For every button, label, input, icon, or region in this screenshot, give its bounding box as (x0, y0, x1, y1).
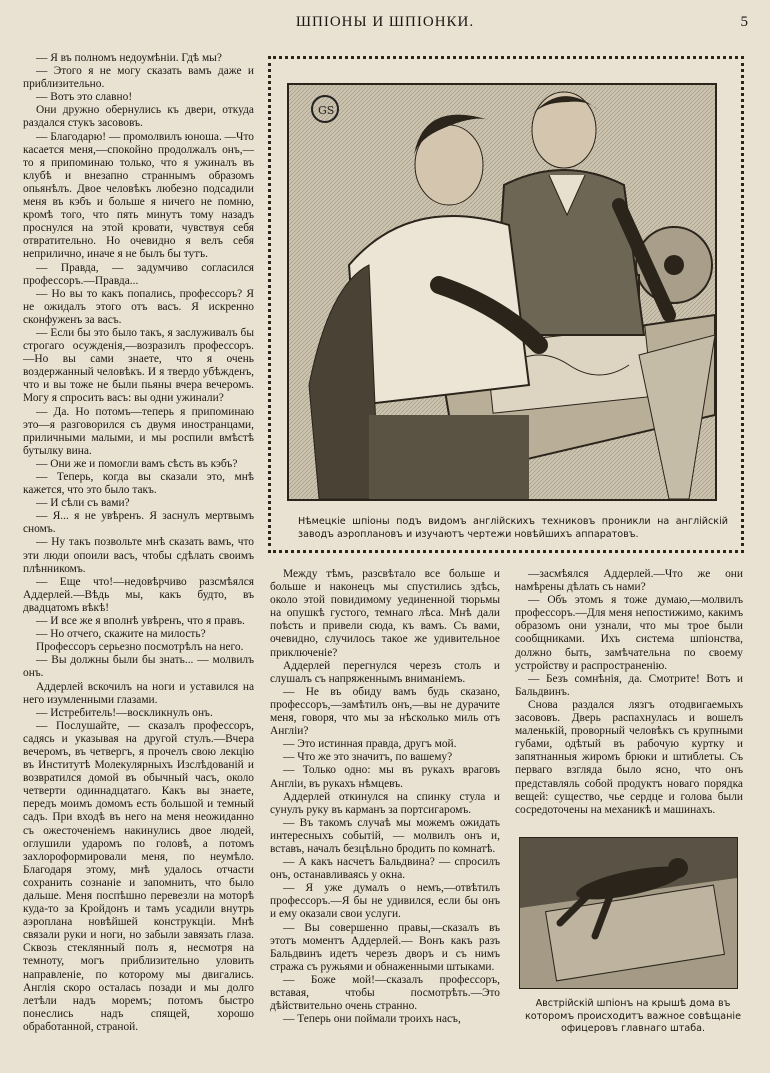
paragraph: — Объ этомъ я тоже думаю,—молвилъ профессоръ.—Для меня непостижимо, какимъ образомъ они узнали, что мы трое были сообщниками. Ихъ система шпіонства, должно быть, замѣчательна по своему устройству и распространенію. (515, 594, 743, 672)
paragraph: Аддерлей откинулся на спинку стула и сунулъ руку въ карманъ за портсигаромъ. (270, 790, 500, 816)
paragraph: — Боже мой!—сказалъ профессоръ, вставая, чтобы посмотрѣть.—Это дѣйствительно очень странно. (270, 973, 500, 1013)
paragraph: — Правда, — задумчиво согласился профессоръ.—Правда... (23, 261, 254, 287)
paragraph: — Теперь они поймали троихъ насъ, (283, 1013, 461, 1026)
paragraph: — Еще что!—недовѣрчиво разсмѣялся Аддерлей.—Вѣдь мы, какъ будто, въ двадцатомъ вѣкѣ! (23, 575, 254, 614)
illustration-engineers (287, 83, 717, 501)
paragraph: — Но отчего, скажите на милость? (36, 628, 206, 641)
paragraph: — Что же это значитъ, по вашему? (283, 751, 453, 764)
illustration-caption: Нѣмецкіе шпіоны подъ видомъ англійскихъ техниковъ проникли на англійскій заводъ аэроплановъ и изучаютъ чертежи новѣйшихъ аппаратовъ. (298, 516, 728, 540)
text-column-left (23, 52, 254, 1034)
paragraph: — Истребитель!—воскликнулъ онъ. (36, 706, 213, 719)
illustration-caption-small: Австрійскій шпіонъ на крышѣ дома въ которомъ происходитъ важное совѣщаніе офицеровъ главнаго штаба. (525, 998, 741, 1034)
paragraph: — Этого я не могу сказать вамъ даже и приблизительно. (23, 65, 254, 91)
paragraph: — Вы должны были бы знать... — молвилъ онъ. (23, 654, 254, 680)
paragraph: — Я въ полномъ недоумѣніи. Гдѣ мы? (36, 52, 222, 64)
paragraph: — Только одно: мы въ рукахъ враговъ Англіи, въ рукахъ нѣмцевъ. (270, 764, 500, 790)
paragraph: — Я... я не увѣренъ. Я заснулъ мертвымъ сномъ. (23, 510, 254, 536)
paragraph: Между тѣмъ, разсвѣтало все больше и больше и наконецъ мы спустились здѣсь, около этой повидимому уединенной тюрьмы на опушкѣ густого, темнаго лѣса. Мнѣ дали поѣсть и привели сюда, къ вамъ. Съ вами, очевидно, случилось такое же удивительное приключеніе? (270, 568, 500, 659)
paragraph: — И все же я вполнѣ увѣренъ, что я правъ. (36, 615, 245, 628)
text-column-right (515, 568, 743, 817)
running-header (0, 14, 770, 38)
svg-text:GS: GS (318, 104, 335, 117)
paragraph: — Въ такомъ случаѣ мы можемъ ожидать интересныхъ событій, — молвилъ онъ и, вставъ, началъ безцѣльно бродить по комнатѣ. (270, 816, 500, 855)
paragraph: — И сѣли съ вами? (36, 497, 130, 510)
paragraph: Профессоръ серьезно посмотрѣлъ на него. (36, 641, 244, 654)
paragraph: Снова раздался лязгъ отодвигаемыхъ засововъ. Дверь распахнулась и вошелъ маленькій, проворный человѣкъ съ крупными губами, одѣтый въ рабочую куртку и запятнанныя жиромъ брюки и штиблеты. Съ перваго взгляда было ясно, что онъ представляль собой продуктъ новаго порядка вещей: существо, чье сердце и голова были сосредоточены на механикѣ и машинахъ. (515, 698, 743, 816)
paragraph: — Если бы это было такъ, я заслуживалъ бы строгаго осужденія,—возразилъ профессоръ.—Но вы сами знаете, что я очень воздержанный человѣкъ. И я твердо убѣжденъ, что и вы тоже не были пьяны вчера вечеромъ. Могу я спросить васъ: вы одни ужинали? (23, 326, 254, 405)
paragraph: Аддерлей перегнулся черезъ столъ и слушалъ съ напряженнымъ вниманіемъ. (270, 659, 500, 685)
paragraph: — А какъ насчетъ Бальдвина? — спросилъ онъ, останавливаясь у окна. (270, 856, 500, 882)
paragraph: — Теперь, когда вы сказали это, мнѣ кажется, что это было такъ. (23, 471, 254, 497)
paragraph: —засмѣялся Аддерлей.—Что же они намѣрены дѣлать съ нами? (515, 568, 743, 594)
paragraph: — Благодарю! — промолвилъ юноша. —Что касается меня,—спокойно продолжалъ онъ,—то я припоминаю только, что я ужиналъ въ клубѣ и внезапно страннымъ образомъ опьянѣлъ. Двое человѣкъ любезно подсадили меня въ кэбъ и больше я ничего не помню, кромѣ того, что пять минутъ тому назадъ проснулся на этой кровати, чувствуя себя отвратительно. Но очевидно я велъ себя неприлично, иначе я не былъ бы тутъ. (23, 130, 254, 261)
paragraph: — Они же и помогли вамъ сѣсть въ кэбъ? (36, 457, 238, 470)
page-number: 5 (740, 14, 748, 30)
paragraph: — Да. Но потомъ—теперь я припоминаю это—я разговорился съ двумя иностранцами, приличными малыми, и мы роспили вмѣстѣ бутылку вина. (23, 405, 254, 457)
paragraph: — Ну такъ позвольте мнѣ сказать вамъ, что эти люди опоили васъ, чтобы сдѣлать своимъ плѣнникомъ. (23, 536, 254, 575)
paragraph: — Не въ обиду вамъ будь сказано, профессоръ,—замѣтилъ онъ,—вы не дурачите меня, говоря, что мы за нѣсколько миль отъ Англіи? (270, 685, 500, 738)
paragraph: Аддерлей вскочилъ на ноги и уставился на него изумленными глазами. (23, 680, 254, 706)
paragraph: Они дружно обернулись къ двери, откуда раздался стукъ засововъ. (23, 104, 254, 130)
paragraph: — Вы совершенно правы,—сказалъ въ этотъ моментъ Аддерлей.— Вонъ какъ разъ Бальдвинъ идетъ черезъ дворъ и съ нимъ стража съ ружьями и обнаженными штыками. (270, 921, 500, 973)
illustration-roof-spy (519, 837, 738, 989)
page-title: ШПІОНЫ И ШПІОНКИ. (295, 14, 475, 30)
paragraph: — Я уже думалъ о немъ,—отвѣтилъ профессоръ.—Я бы не удивился, если бы онъ и ему оказали свои услуги. (270, 882, 500, 921)
paragraph: — Послушайте, — сказалъ профессоръ, садясь и указывая на другой стулъ.—Вчера вечеромъ, въ четвергъ, я прочелъ свою лекцію въ Институтѣ Молекулярныхъ Изслѣдованій и возвратился домой въ обычный часъ, около четверти одиннадцатаго. Какъ вы знаете, передъ моимъ домомъ есть большой и темный садъ. При входѣ въ него на меня неожиданно съ ожесточеніемъ накинулись двое людей, оглушили ударомъ по головѣ, а потомъ захлороформировали меня, по неумѣло. Благодаря этому, мнѣ удалось отчасти сохранить сознаніе и запомнить, что было дальше. Меня поспѣшно перевезли на моторѣ куда-то за Кройдонъ и тамъ усадили внутрь аэроплана новѣйшей конструкціи. Мнѣ связали руки и ноги, но забыли завязать глаза. Сквозь стеклянный полъ я, несмотря на темноту, могъ приблизительно уловить направленіе, по которому мы двигались. Англія скоро осталась позади и мы долго летѣли надъ моремъ; потомъ быстро понеслись надъ спящей, хорошо обработанной, страной. (23, 719, 254, 1033)
text-column-middle (270, 568, 500, 1026)
paragraph: — Но вы то какъ попались, профессоръ? Я не ожидалъ этого отъ васъ. Я искренно сконфуженъ за васъ. (23, 287, 254, 326)
paragraph: — Вотъ это славно! (36, 91, 133, 104)
paragraph: — Это истинная правда, другъ мой. (283, 738, 457, 751)
paragraph: — Безъ сомнѣнія, да. Смотрите! Вотъ и Бальдвинъ. (515, 672, 743, 698)
